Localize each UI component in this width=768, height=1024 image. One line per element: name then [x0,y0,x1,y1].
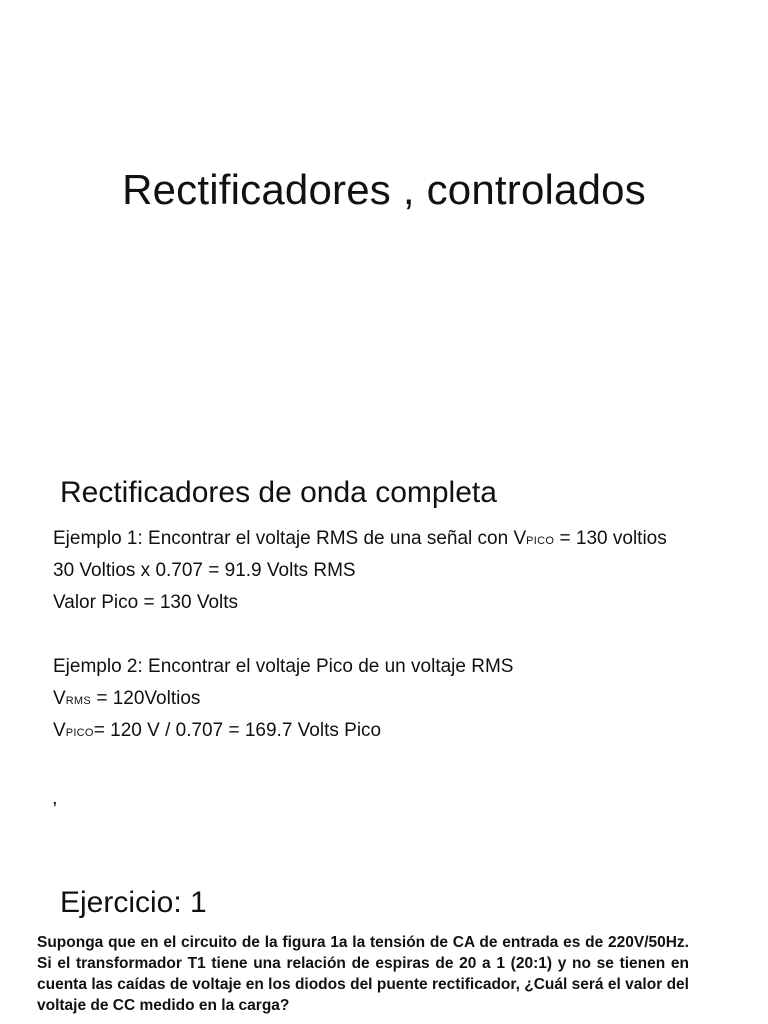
exercise-heading: Ejercicio: 1 [60,886,207,919]
vrms-subscript: RMS [65,695,92,707]
section-heading: Rectificadores de onda completa [60,476,497,509]
example-2-vpico [53,719,381,745]
example-1-suffix: = 130 voltios [554,528,667,549]
vpico-calculation: = 120 V / 0.707 = 169.7 Volts Pico [93,720,382,741]
vpico-symbol: V [53,720,66,741]
page-title: Rectificadores , controlados [122,166,646,213]
exercise-problem-text: Suponga que en el circuito de la figura 1a la tensión de CA de entrada es de 220V/50Hz. Si el transformador T1 tiene una relación de espiras de 20 a 1 (20:1) y no se tienen en cuenta las caídas de voltaje en los diodos del puente rectificador, ¿Cuál será el valor del voltaje de CC medido en la carga? [37,934,689,1014]
vrms-symbol: V [53,688,66,709]
example-1-calculation: 30 Voltios x 0.707 = 91.9 Volts RMS [53,560,356,581]
example-1-result: Valor Pico = 130 Volts [53,592,239,613]
vpico-subscript: PICO [526,535,555,547]
example-2-statement: Ejemplo 2: Encontrar el voltaje Pico de un voltaje RMS [53,656,514,677]
example-1-prefix: Ejemplo 1: Encontrar el voltaje RMS de una señal con V [53,528,527,549]
vrms-value: = 120Voltios [91,688,201,709]
stray-comma: , [52,787,58,809]
vpico-subscript-2: PICO [65,727,94,739]
example-1-statement [53,527,667,553]
example-2-vrms [53,687,200,713]
